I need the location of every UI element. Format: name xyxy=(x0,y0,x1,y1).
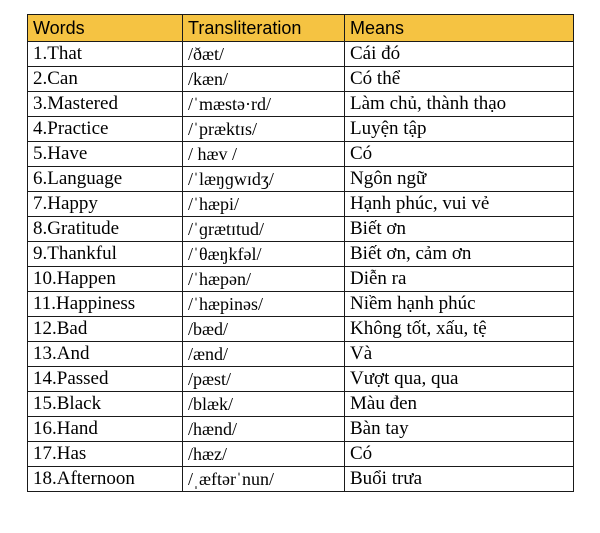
means-cell: Buổi trưa xyxy=(345,467,574,492)
means-cell: Làm chủ, thành thạo xyxy=(345,92,574,117)
means-cell: Niềm hạnh phúc xyxy=(345,292,574,317)
table-row xyxy=(28,442,574,467)
transliteration-cell: /hæz/ xyxy=(183,442,345,467)
table-row xyxy=(28,242,574,267)
means-cell: Bàn tay xyxy=(345,417,574,442)
transliteration-cell: /ˌæftərˈnun/ xyxy=(183,467,345,492)
word-cell: 13.And xyxy=(28,342,183,367)
means-cell: Biết ơn, cảm ơn xyxy=(345,242,574,267)
table-row xyxy=(28,267,574,292)
means-cell: Vượt qua, qua xyxy=(345,367,574,392)
word-cell: 1.That xyxy=(28,42,183,67)
transliteration-cell: /ˈθæŋkfəl/ xyxy=(183,242,345,267)
transliteration-cell: /ˈhæpi/ xyxy=(183,192,345,217)
word-cell: 12.Bad xyxy=(28,317,183,342)
table-row xyxy=(28,317,574,342)
table-row xyxy=(28,217,574,242)
table-row xyxy=(28,192,574,217)
transliteration-cell: /ˈlæŋɡwɪdʒ/ xyxy=(183,167,345,192)
vocabulary-table xyxy=(27,14,574,492)
word-cell: 17.Has xyxy=(28,442,183,467)
table-body xyxy=(28,42,574,492)
transliteration-cell: /blæk/ xyxy=(183,392,345,417)
transliteration-cell: /ðæt/ xyxy=(183,42,345,67)
transliteration-cell: /ˈhæpinəs/ xyxy=(183,292,345,317)
transliteration-cell: /pæst/ xyxy=(183,367,345,392)
transliteration-cell: /ˈhæpən/ xyxy=(183,267,345,292)
transliteration-cell: /ˈmæstə·rd/ xyxy=(183,92,345,117)
table-row xyxy=(28,142,574,167)
header-means: Means xyxy=(345,15,574,42)
word-cell: 10.Happen xyxy=(28,267,183,292)
transliteration-cell: /ænd/ xyxy=(183,342,345,367)
transliteration-cell: / hæv / xyxy=(183,142,345,167)
table-row xyxy=(28,417,574,442)
word-cell: 5.Have xyxy=(28,142,183,167)
table-row xyxy=(28,367,574,392)
means-cell: Diễn ra xyxy=(345,267,574,292)
means-cell: Biết ơn xyxy=(345,217,574,242)
word-cell: 3.Mastered xyxy=(28,92,183,117)
means-cell: Luyện tập xyxy=(345,117,574,142)
means-cell: Có xyxy=(345,442,574,467)
table-header xyxy=(28,15,574,42)
transliteration-cell: /kæn/ xyxy=(183,67,345,92)
word-cell: 4.Practice xyxy=(28,117,183,142)
table-row xyxy=(28,67,574,92)
means-cell: Và xyxy=(345,342,574,367)
transliteration-cell: /bæd/ xyxy=(183,317,345,342)
means-cell: Hạnh phúc, vui vẻ xyxy=(345,192,574,217)
table-row xyxy=(28,392,574,417)
table-row xyxy=(28,342,574,367)
table-row xyxy=(28,167,574,192)
word-cell: 9.Thankful xyxy=(28,242,183,267)
word-cell: 15.Black xyxy=(28,392,183,417)
word-cell: 6.Language xyxy=(28,167,183,192)
word-cell: 8.Gratitude xyxy=(28,217,183,242)
means-cell: Ngôn ngữ xyxy=(345,167,574,192)
means-cell: Có xyxy=(345,142,574,167)
transliteration-cell: /ˈɡrætɪtud/ xyxy=(183,217,345,242)
means-cell: Có thể xyxy=(345,67,574,92)
means-cell: Không tốt, xấu, tệ xyxy=(345,317,574,342)
word-cell: 14.Passed xyxy=(28,367,183,392)
word-cell: 7.Happy xyxy=(28,192,183,217)
means-cell: Màu đen xyxy=(345,392,574,417)
table-row xyxy=(28,42,574,67)
transliteration-cell: /hænd/ xyxy=(183,417,345,442)
table-row xyxy=(28,117,574,142)
table-row xyxy=(28,92,574,117)
table-row xyxy=(28,292,574,317)
header-row xyxy=(28,15,574,42)
table-row xyxy=(28,467,574,492)
header-words: Words xyxy=(28,15,183,42)
header-transliteration: Transliteration xyxy=(183,15,345,42)
transliteration-cell: /ˈpræktɪs/ xyxy=(183,117,345,142)
word-cell: 16.Hand xyxy=(28,417,183,442)
word-cell: 11.Happiness xyxy=(28,292,183,317)
word-cell: 2.Can xyxy=(28,67,183,92)
means-cell: Cái đó xyxy=(345,42,574,67)
word-cell: 18.Afternoon xyxy=(28,467,183,492)
